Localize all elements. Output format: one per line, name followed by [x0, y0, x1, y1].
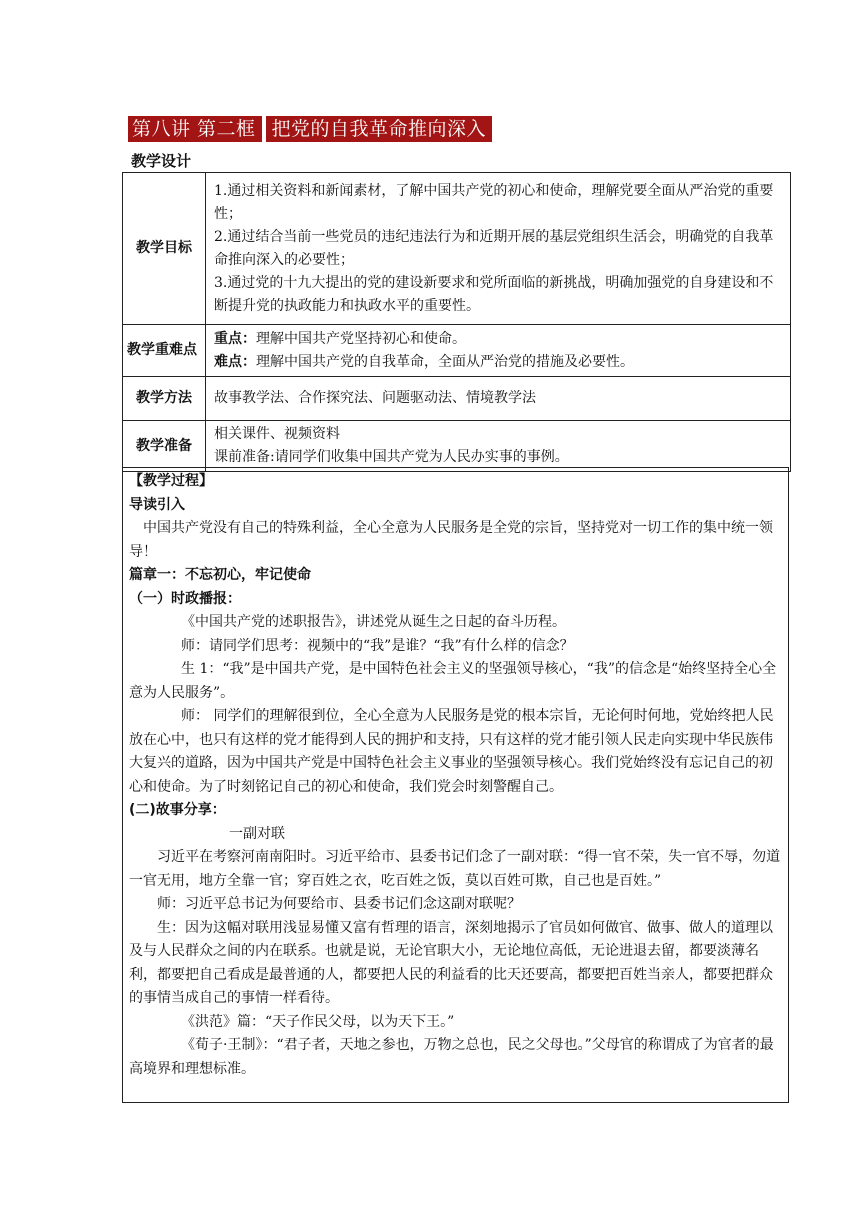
preparation-line-2: 课前准备:请同学们收集中国共产党为人民办实事的事例。: [214, 449, 569, 465]
chapter-1-heading: 篇章一：不忘初心，牢记使命: [129, 567, 311, 583]
objective-item-1: 1.通过相关资料和新闻素材，了解中国共产党的初心和使命，理解党要全面从严治党的重要性；: [214, 182, 774, 222]
focus-label: 重点：: [214, 330, 256, 347]
methods-row: [123, 377, 791, 421]
key-points-content: [206, 325, 791, 377]
intro-text: 中国共产党没有自己的特殊利益，全心全意为人民服务是全党的宗旨，坚持党对一切工作的集中统一领导！: [129, 520, 773, 560]
section-1-paragraph-1: 《中国共产党的述职报告》，讲述党从诞生之日起的奋斗历程。: [181, 614, 566, 630]
objectives-content: [206, 173, 791, 325]
section-2-paragraph-4: 《洪范》篇：“天子作民父母，以为天下王。”: [181, 1013, 455, 1030]
preparation-row: [123, 421, 791, 472]
page-subtitle: 教学设计: [131, 152, 192, 170]
lesson-title-part2: 把党的自我革命推向深入: [271, 118, 487, 140]
difficulty-label: 难点：: [214, 353, 256, 370]
preparation-label: 教学准备: [123, 421, 206, 472]
section-2-paragraph-1: 习近平在考察河南南阳时。习近平给市、县委书记们念了一副对联：“得一官不荣，失一官不辱，勿道一官无用，地方全靠一官；穿百姓之衣，吃百姓之饭，莫以百姓可欺，自己也是百姓。”: [129, 849, 781, 889]
difficulty-text: 理解中国共产党的自我革命，全面从严治党的措施及必要性。: [256, 353, 634, 370]
section-1-paragraph-4: 师： 同学们的理解很到位，全心全意为人民服务是党的根本宗旨，无论何时何地，党始终把人民放在心中，也只有这样的党才能得到人民的拥护和支持，只有这样的党才能引领人民走向实现中华民族伟大复兴的道路，因为中国共产党是中国特色社会主义事业的坚强领导核心。我们党始终没有忘记自己的初心和使命。为了时刻铭记自己的初心和使命，我们党会时刻警醒自己。: [129, 708, 774, 795]
section-2-paragraph-3: 生：因为这幅对联用浅显易懂又富有哲理的语言，深刻地揭示了官员如何做官、做事、做人的道理以及与人民群众之间的内在联系。也就是说，无论官职大小，无论地位高低，无论进退去留，都要淡薄名利，都要把自己看成是最普通的人，都要把人民的利益看的比天还要高，都要把百姓当亲人，都要把群众的事情当成自己的事情一样看待。: [129, 919, 773, 1006]
preparation-line-1: 相关课件、视频资料: [214, 426, 340, 442]
section-2-paragraph-5: 《荀子·王制》：“君子者，天地之参也，万物之总也，民之父母也。”父母官的称谓成了为官者的最高境界和理想标准。: [129, 1037, 774, 1077]
lesson-title: [128, 116, 492, 142]
section-1-paragraph-3: 生 1：“我”是中国共产党，是中国特色社会主义的坚强领导核心，“我”的信念是“始终坚持全心全意为人民服务”。: [129, 661, 777, 701]
process-heading: 【教学过程】: [129, 473, 213, 489]
section-2-paragraph-2: 师：习近平总书记为何要给市、县委书记们念这副对联呢？: [157, 896, 521, 912]
section-2-heading: (二)故事分享：: [129, 802, 226, 818]
methods-label: 教学方法: [123, 377, 206, 421]
lesson-title-part1: 第八讲 第二框: [132, 118, 256, 140]
key-points-label: 教学重难点: [123, 325, 206, 377]
focus-text: 理解中国共产党坚持初心和使命。: [256, 330, 466, 347]
objectives-row: [123, 173, 791, 325]
teaching-process: [122, 467, 789, 1103]
intro-heading: 导读引入: [129, 496, 185, 513]
design-table: [122, 172, 791, 472]
story-title: 一副对联: [229, 825, 285, 842]
section-1-heading: （一）时政播报：: [129, 590, 241, 607]
section-1-paragraph-2: 师：请同学们思考：视频中的“我”是谁？“我”有什么样的信念？: [181, 637, 574, 654]
preparation-content: [206, 421, 791, 472]
key-points-row: [123, 325, 791, 377]
objectives-label: 教学目标: [123, 173, 206, 325]
methods-content: 故事教学法、合作探究法、问题驱动法、情境教学法: [206, 377, 791, 421]
objective-item-3: 3.通过党的十九大提出的党的建设新要求和党所面临的新挑战，明确加强党的自身建设和不断提升党的执政能力和执政水平的重要性。: [214, 274, 774, 314]
title-separator: [262, 116, 266, 142]
objective-item-2: 2.通过结合当前一些党员的违纪违法行为和近期开展的基层党组织生活会，明确党的自我革命推向深入的必要性；: [214, 228, 774, 268]
